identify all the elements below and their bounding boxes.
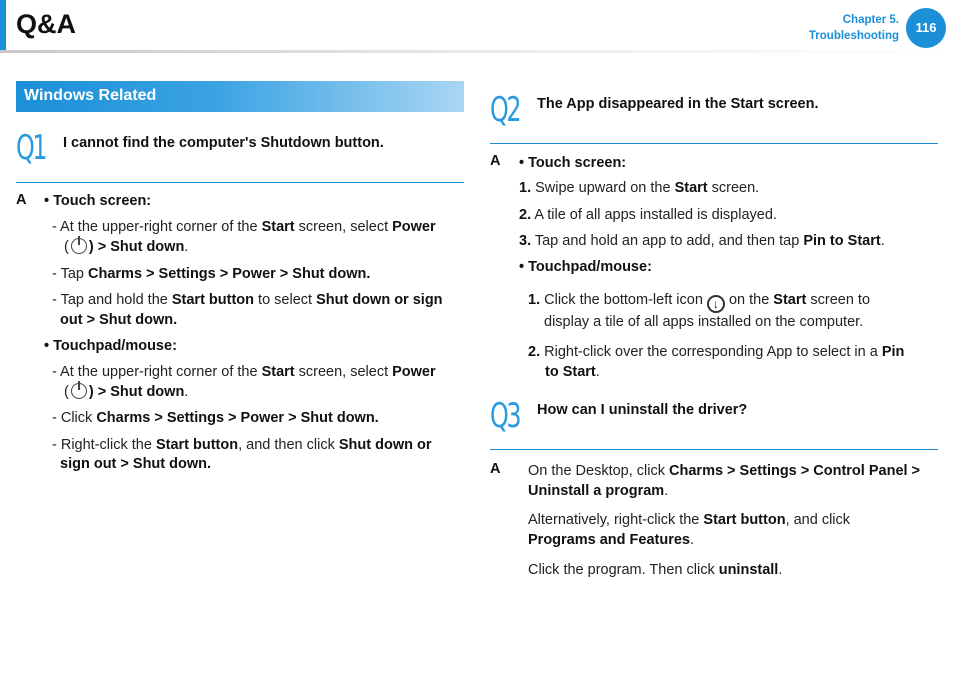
- q3-divider: [490, 449, 938, 450]
- q1-divider: [16, 182, 464, 183]
- header-divider: [0, 50, 954, 53]
- q3-answer-line-2: Alternatively, right-click the Start button, and click: [528, 512, 851, 528]
- q1-mouse-step-3-cont: sign out > Shut down.: [60, 456, 212, 472]
- q1-touch-step-3: - Tap and hold the Start button to select Shut down or sign: [52, 292, 443, 308]
- q2-touch-heading: • Touch screen:: [519, 155, 627, 171]
- q1-mouse-heading: • Touchpad/mouse:: [44, 338, 177, 354]
- q3-answer-line-3: Click the program. Then click uninstall.: [528, 562, 783, 578]
- power-icon: [71, 383, 87, 399]
- q1-answer-marker: A: [16, 192, 27, 208]
- q3-question: How can I uninstall the driver?: [537, 402, 748, 418]
- q2-question: The App disappeared in the Start screen.: [537, 96, 819, 112]
- q1-marker: Q1: [16, 128, 46, 168]
- q3-answer-line-2-cont: Programs and Features.: [528, 532, 695, 548]
- q3-marker: Q3: [490, 396, 520, 436]
- q2-marker: Q2: [490, 90, 520, 130]
- down-arrow-circle-icon: ↓: [707, 295, 725, 313]
- q2-touch-step-2: 2. A tile of all apps installed is displayed.: [519, 207, 777, 223]
- q2-answer-marker: A: [490, 153, 501, 169]
- q3-answer-line-1: On the Desktop, click Charms > Settings > Control Panel >: [528, 463, 921, 479]
- section-heading: [16, 81, 464, 112]
- q2-touch-step-1: 1. Swipe upward on the Start screen.: [519, 180, 760, 196]
- q2-mouse-step-2-cont: to Start.: [545, 364, 600, 380]
- q1-question: I cannot find the computer's Shutdown button.: [63, 135, 384, 151]
- chapter-number: Chapter 5.: [842, 14, 899, 26]
- q1-touch-step-1: - At the upper-right corner of the Start screen, select Power: [52, 219, 436, 235]
- header-accent-bar: [0, 0, 6, 52]
- q2-touch-step-3: 3. Tap and hold an app to add, and then tap Pin to Start.: [519, 233, 885, 249]
- q2-mouse-step-1-cont: display a tile of all apps installed on the computer.: [544, 314, 864, 330]
- section-title: Windows Related: [24, 87, 157, 104]
- page-number-badge: 116: [906, 8, 946, 48]
- q1-touch-step-3-cont: out > Shut down.: [60, 312, 178, 328]
- q2-mouse-step-2: 2. Right-click over the corresponding App to select in a Pin: [528, 344, 905, 360]
- q2-mouse-step-1: 1. Click the bottom-left icon ↓ on the Start screen to: [528, 292, 871, 311]
- q3-answer-marker: A: [490, 461, 501, 477]
- q1-mouse-step-1: - At the upper-right corner of the Start screen, select Power: [52, 364, 436, 380]
- chapter-label: [809, 12, 899, 44]
- q1-mouse-step-1-cont: ( ) > Shut down.: [64, 384, 189, 400]
- q1-mouse-step-3: - Right-click the Start button, and then click Shut down or: [52, 437, 432, 453]
- page-title: Q&A: [16, 9, 76, 39]
- q1-touch-step-2: - Tap Charms > Settings > Power > Shut down.: [52, 266, 371, 282]
- chapter-name: Troubleshooting: [808, 30, 899, 42]
- q3-answer-line-1-cont: Uninstall a program.: [528, 483, 669, 499]
- q1-touch-heading: • Touch screen:: [44, 193, 152, 209]
- q2-divider: [490, 143, 938, 144]
- q1-touch-step-1-cont: ( ) > Shut down.: [64, 239, 189, 255]
- q1-mouse-step-2: - Click Charms > Settings > Power > Shut down.: [52, 410, 379, 426]
- power-icon: [71, 238, 87, 254]
- q2-mouse-heading: • Touchpad/mouse:: [519, 259, 652, 275]
